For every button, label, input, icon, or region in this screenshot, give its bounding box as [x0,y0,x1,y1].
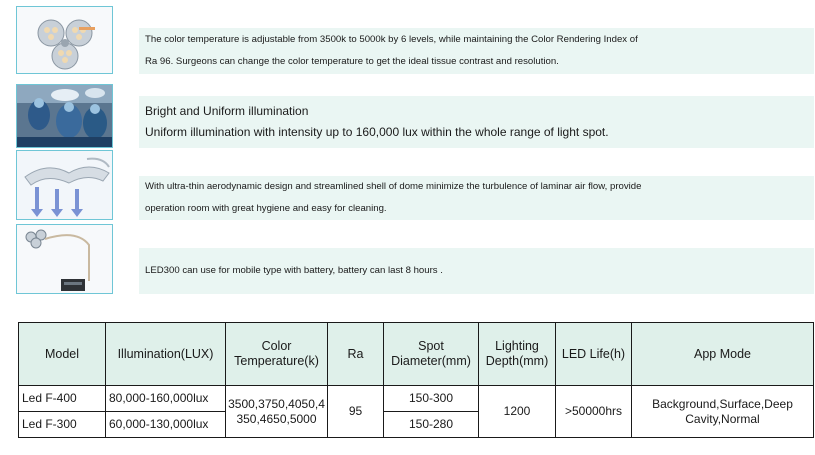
feature-text-band [139,28,814,74]
led-life-cell: >50000hrs [556,386,632,438]
feature-text-line: LED300 can use for mobile type with battery, battery can last 8 hours . [145,265,443,276]
feature-text-line: Uniform illumination with intensity up to 160,000 lux within the whole range of light spot. [145,125,609,139]
feature-row-aerodynamic [16,150,814,220]
column-header: App Mode [632,323,814,386]
feature-text-band [139,176,814,220]
model-cell: Led F-400 [19,386,106,412]
table-header-row [19,323,814,386]
spec-table [18,322,814,438]
operating-room-photo [16,84,113,148]
column-header: Model [19,323,106,386]
feature-row-mobile [16,224,814,294]
spot-diameter-cell: 150-300 [384,386,479,412]
column-header: LED Life(h) [556,323,632,386]
feature-text-band [139,96,814,148]
color-temperature-cell: 3500,3750,4050,4350,4650,5000 [226,386,328,438]
feature-text-line: With ultra-thin aerodynamic design and streamlined shell of dome minimize the turbulence of laminar air flow, provide [145,181,642,192]
spot-diameter-cell: 150-280 [384,412,479,438]
ra-cell: 95 [328,386,384,438]
mobile-lamp-icon [16,224,113,294]
illumination-cell: 60,000-130,000lux [106,412,226,438]
feature-row-color-temperature [16,6,814,74]
lighting-depth-cell: 1200 [479,386,556,438]
model-cell: Led F-300 [19,412,106,438]
column-header: Illumination(LUX) [106,323,226,386]
feature-text-line: Ra 96. Surgeons can change the color temperature to get the ideal tissue contrast and resolution. [145,56,559,67]
column-header: Lighting Depth(mm) [479,323,556,386]
feature-text-line: operation room with great hygiene and easy for cleaning. [145,203,387,214]
column-header: Color Temperature(k) [226,323,328,386]
feature-text-line: The color temperature is adjustable from 3500k to 5000k by 6 levels, while maintaining the Color Rendering Index of [145,34,638,45]
column-header: Spot Diameter(mm) [384,323,479,386]
laminar-airflow-icon [16,150,113,220]
column-header: Ra [328,323,384,386]
table-row [19,386,814,412]
surgical-lamp-icon [16,6,113,74]
feature-text-band [139,248,814,294]
illumination-cell: 80,000-160,000lux [106,386,226,412]
app-mode-cell: Background,Surface,Deep Cavity,Normal [632,386,814,438]
feature-text-line: Bright and Uniform illumination [145,104,309,118]
feature-row-illumination [16,84,814,148]
